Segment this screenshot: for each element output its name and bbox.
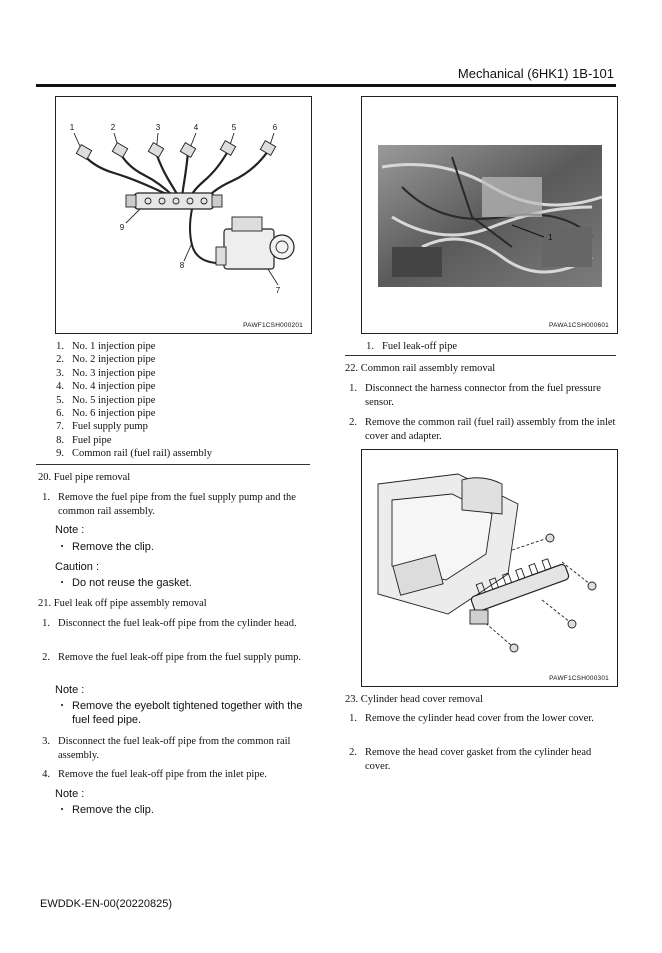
callout-4: 4 (193, 123, 199, 132)
substep: 1. Remove the cylinder head cover from the lower cover. (349, 713, 594, 724)
figure-common-rail-removal (361, 449, 618, 687)
legend-item: 8. Fuel pipe (56, 434, 112, 446)
callout-7: 7 (275, 286, 281, 295)
figure-code: PAWF1CSH000201 (243, 322, 303, 329)
note-label: Note : (55, 684, 85, 696)
note-bullet: ・ Remove the clip. (56, 541, 154, 553)
callout-3: 3 (155, 123, 161, 132)
substep: 1. Remove the fuel pipe from the fuel supply pump and the common rail assembly. (42, 492, 296, 517)
note-bullet: ・ Remove the eyebolt tightened together with the fuel feed pipe. (56, 700, 303, 726)
substep: 2. Remove the head cover gasket from the cylinder head cover. (349, 747, 592, 772)
substep: 2. Remove the fuel leak-off pipe from the fuel supply pump. (42, 652, 301, 663)
callout-5: 5 (231, 123, 237, 132)
substep: 2. Remove the common rail (fuel rail) assembly from the inlet cover and adapter. (349, 417, 616, 442)
document-code: EWDDK-EN-00(20220825) (40, 898, 173, 910)
figure-code: PAWA1CSH000601 (548, 322, 609, 329)
legend-item: 1. Fuel leak-off pipe (366, 341, 458, 352)
substep: 4. Remove the fuel leak-off pipe from the inlet pipe. (42, 769, 267, 780)
note-bullet: ・ Remove the clip. (56, 804, 154, 816)
figure-code: PAWF1CSH000301 (549, 675, 609, 682)
legend-rule (36, 464, 310, 465)
legend-rule (345, 355, 616, 356)
note-label: Note : (55, 524, 85, 536)
substep: 1. Disconnect the harness connector from the fuel pressure sensor. (349, 383, 601, 408)
figure-legend (354, 340, 616, 353)
step-heading: 23. Cylinder head cover removal (345, 694, 483, 705)
legend-item: 6. No. 6 injection pipe (56, 408, 156, 420)
callout-9: 9 (119, 223, 125, 232)
step-heading: 22. Common rail assembly removal (345, 363, 496, 374)
figure-leak-off-pipe-photo (361, 96, 618, 334)
callout-2: 2 (110, 123, 116, 132)
legend-item: 9. Common rail (fuel rail) assembly (56, 448, 212, 460)
callout-1: 1 (548, 233, 553, 242)
legend-item: 2. No. 2 injection pipe (56, 354, 156, 366)
common-rail-illustration (362, 450, 617, 686)
callout-6: 6 (272, 123, 278, 132)
engine-photo (362, 97, 617, 333)
header-rule (36, 84, 616, 87)
callout-1: 1 (69, 123, 75, 132)
step-heading: 21. Fuel leak off pipe assembly removal (38, 598, 207, 609)
substep: 1. Disconnect the fuel leak-off pipe from the cylinder head. (42, 618, 297, 629)
legend-item: 1. No. 1 injection pipe (56, 341, 156, 352)
note-label: Note : (55, 788, 85, 800)
figure-injection-pipes (55, 96, 312, 334)
callout-8: 8 (179, 261, 185, 270)
figure-legend (44, 340, 310, 461)
injection-pipes-illustration (56, 97, 311, 333)
legend-item: 7. Fuel supply pump (56, 421, 148, 433)
legend-item: 5. No. 5 injection pipe (56, 394, 156, 406)
legend-item: 3. No. 3 injection pipe (56, 367, 156, 379)
page-header-title: Mechanical (6HK1) 1B-101 (457, 66, 614, 81)
caution-label: Caution : (55, 561, 100, 573)
legend-item: 4. No. 4 injection pipe (56, 381, 156, 393)
caution-bullet: ・ Do not reuse the gasket. (56, 577, 192, 589)
substep: 3. Disconnect the fuel leak-off pipe from the common rail assembly. (42, 736, 291, 761)
step-heading: 20. Fuel pipe removal (38, 472, 131, 483)
